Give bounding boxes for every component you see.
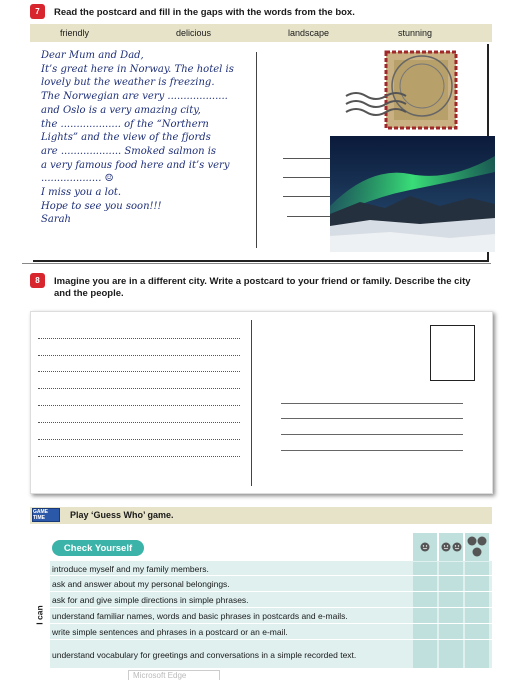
- writing-line[interactable]: [38, 388, 240, 389]
- letter-line: the ................... of the “Northern: [41, 118, 209, 130]
- check-row: ask and answer about my personal belongings.: [52, 579, 230, 589]
- letter-line: Hope to see you soon!!!: [41, 200, 162, 212]
- check-row: write simple sentences and phrases in a postcard or an e-mail.: [52, 627, 288, 637]
- watermark: Microsoft Edge: [128, 670, 220, 680]
- address-line: [283, 196, 331, 197]
- letter-line: Lights” and the view of the fjords: [41, 132, 211, 144]
- address-line[interactable]: [281, 434, 463, 435]
- address-line: [283, 177, 331, 178]
- exercise-8-instruction: Imagine you are in a different city. Write a postcard to your friend or family. Describe the city and the people.: [54, 276, 471, 299]
- letter-line: a very famous food here and it’s very: [41, 159, 230, 171]
- northern-lights-photo: [330, 136, 495, 252]
- exercise-7-instruction: Read the postcard and fill in the gaps with the words from the box.: [54, 7, 355, 18]
- address-line[interactable]: [281, 450, 463, 451]
- postcard-8-divider: [251, 320, 252, 486]
- address-line[interactable]: [281, 403, 463, 404]
- rating-column-3[interactable]: [465, 562, 489, 668]
- check-row: understand familiar names, words and basic phrases in postcards and e-mails.: [52, 611, 348, 621]
- check-row: understand vocabulary for greetings and conversations in a simple recorded text.: [52, 649, 357, 660]
- rating-column-1[interactable]: [413, 562, 437, 668]
- rating-column-2[interactable]: [439, 562, 463, 668]
- postcard-letter: [41, 49, 253, 227]
- smiley-icon: [420, 542, 430, 552]
- exercise-8-number: 8: [30, 273, 45, 288]
- smiley-icon: [465, 533, 489, 561]
- exercise-7-number: 7: [30, 4, 45, 19]
- letter-line: Dear Mum and Dad,: [41, 50, 144, 61]
- word-landscape: landscape: [288, 28, 330, 38]
- writing-line[interactable]: [38, 338, 240, 339]
- address-line: [283, 158, 331, 159]
- game-label: Play ‘Guess Who’ game.: [70, 510, 174, 520]
- rating-three-header: [465, 533, 489, 561]
- writing-line[interactable]: [38, 405, 240, 406]
- letter-line: The Norwegian are very ...................: [41, 91, 228, 103]
- letter-line: Sarah: [41, 214, 71, 226]
- word-delicious: delicious: [176, 28, 212, 38]
- address-line[interactable]: [281, 418, 463, 419]
- section-divider: [22, 263, 491, 264]
- stamp-box: [430, 325, 475, 381]
- writing-line[interactable]: [38, 439, 240, 440]
- game-time-badge: GAME TIME: [32, 508, 60, 522]
- letter-line: ................... ☺: [41, 173, 114, 185]
- rating-two-header: [439, 533, 463, 561]
- address-line: [287, 216, 331, 217]
- writing-line[interactable]: [38, 422, 240, 423]
- check-row: introduce myself and my family members.: [52, 563, 209, 574]
- letter-line: lovely but the weather is freezing.: [41, 77, 215, 89]
- letter-line: It’s great here in Norway. The hotel is: [41, 63, 234, 75]
- writing-line[interactable]: [38, 456, 240, 457]
- letter-line: are ................... Smoked salmon is: [41, 145, 217, 157]
- word-box: [30, 24, 492, 42]
- writing-line[interactable]: [38, 371, 240, 372]
- letter-line: I miss you a lot.: [41, 187, 122, 199]
- i-can-label: I can: [35, 605, 45, 625]
- smiley-icon: [452, 542, 462, 552]
- stamp-postmark-icon: [342, 48, 484, 138]
- check-row: ask for and give simple directions in simple phrases.: [52, 595, 249, 605]
- smiley-icon: [441, 542, 451, 552]
- word-stunning: stunning: [398, 28, 433, 38]
- check-yourself-title: Check Yourself: [52, 540, 144, 556]
- word-friendly: friendly: [60, 28, 90, 38]
- postcard-divider: [256, 52, 257, 248]
- writing-line[interactable]: [38, 355, 240, 356]
- rating-one-header: [413, 533, 437, 561]
- letter-line: and Oslo is a very amazing city,: [41, 104, 201, 116]
